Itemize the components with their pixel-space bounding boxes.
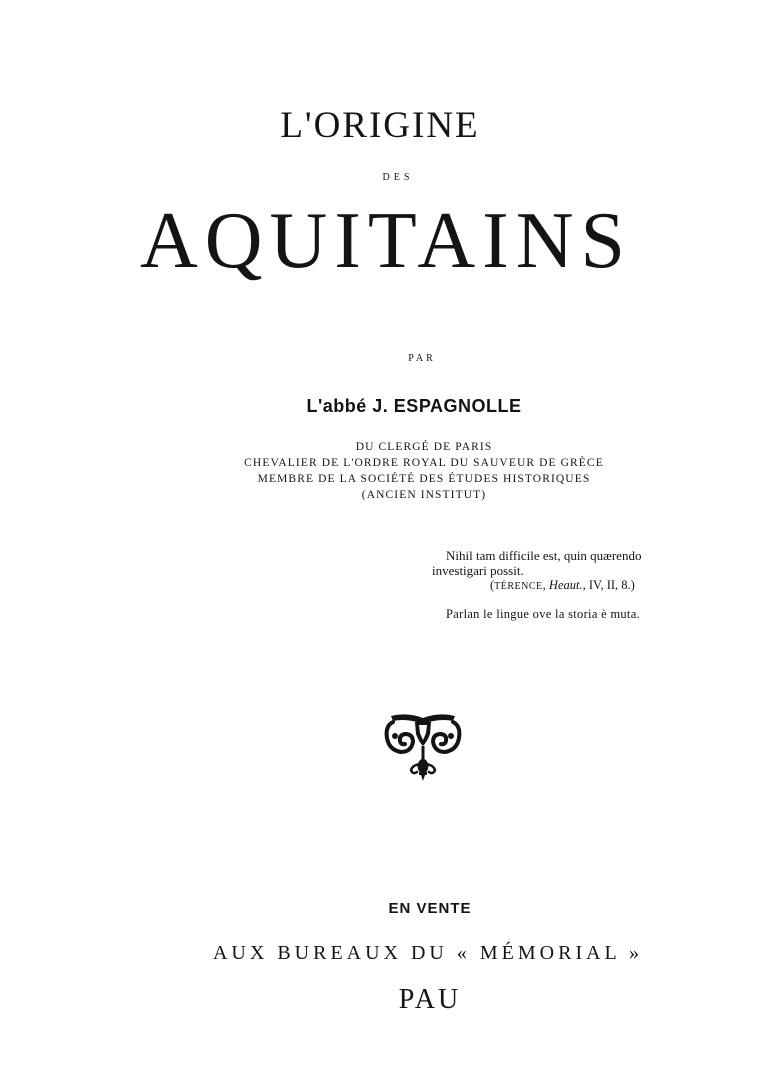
citation-ref: , IV, II, 8.) (582, 578, 635, 592)
title-line-2: AQUITAINS (139, 197, 633, 285)
title-connector: DES (382, 172, 414, 183)
author-credential-3: MEMBRE DE LA SOCIÉTÉ DES ÉTUDES HISTORIQUES (257, 473, 591, 485)
author-name: L'abbé J. ESPAGNOLLE (306, 396, 522, 416)
epigraph-line-1: Nihil tam difficile est, quin quærendo (446, 548, 642, 563)
epigraph-citation (490, 578, 760, 594)
citation-author: TÉRENCE (494, 581, 543, 592)
fleur-de-lis-ornament-icon (383, 712, 463, 782)
epigraph-line-2: investigari possit. (432, 563, 524, 578)
city-line: PAU (398, 984, 462, 1015)
publisher-line: AUX BUREAUX DU « MÉMORIAL » (212, 942, 644, 964)
author-credential-4: (ANCIEN INSTITUT) (361, 489, 487, 501)
epigraph-line-4: Parlan le lingue ove la storia è muta. (446, 607, 640, 621)
title-line-1: L'ORIGINE (280, 105, 480, 146)
citation-sep: , (542, 578, 549, 592)
author-credential-2: CHEVALIER DE L'ORDRE ROYAL DU SAUVEUR DE GRÈCE (244, 457, 604, 469)
sale-line: EN VENTE (388, 900, 472, 917)
author-credential-1: DU CLERGÉ DE PARIS (355, 441, 493, 453)
citation-work: Heaut. (548, 578, 583, 592)
citation-open: ( (490, 578, 495, 592)
by-word: PAR (408, 353, 436, 364)
